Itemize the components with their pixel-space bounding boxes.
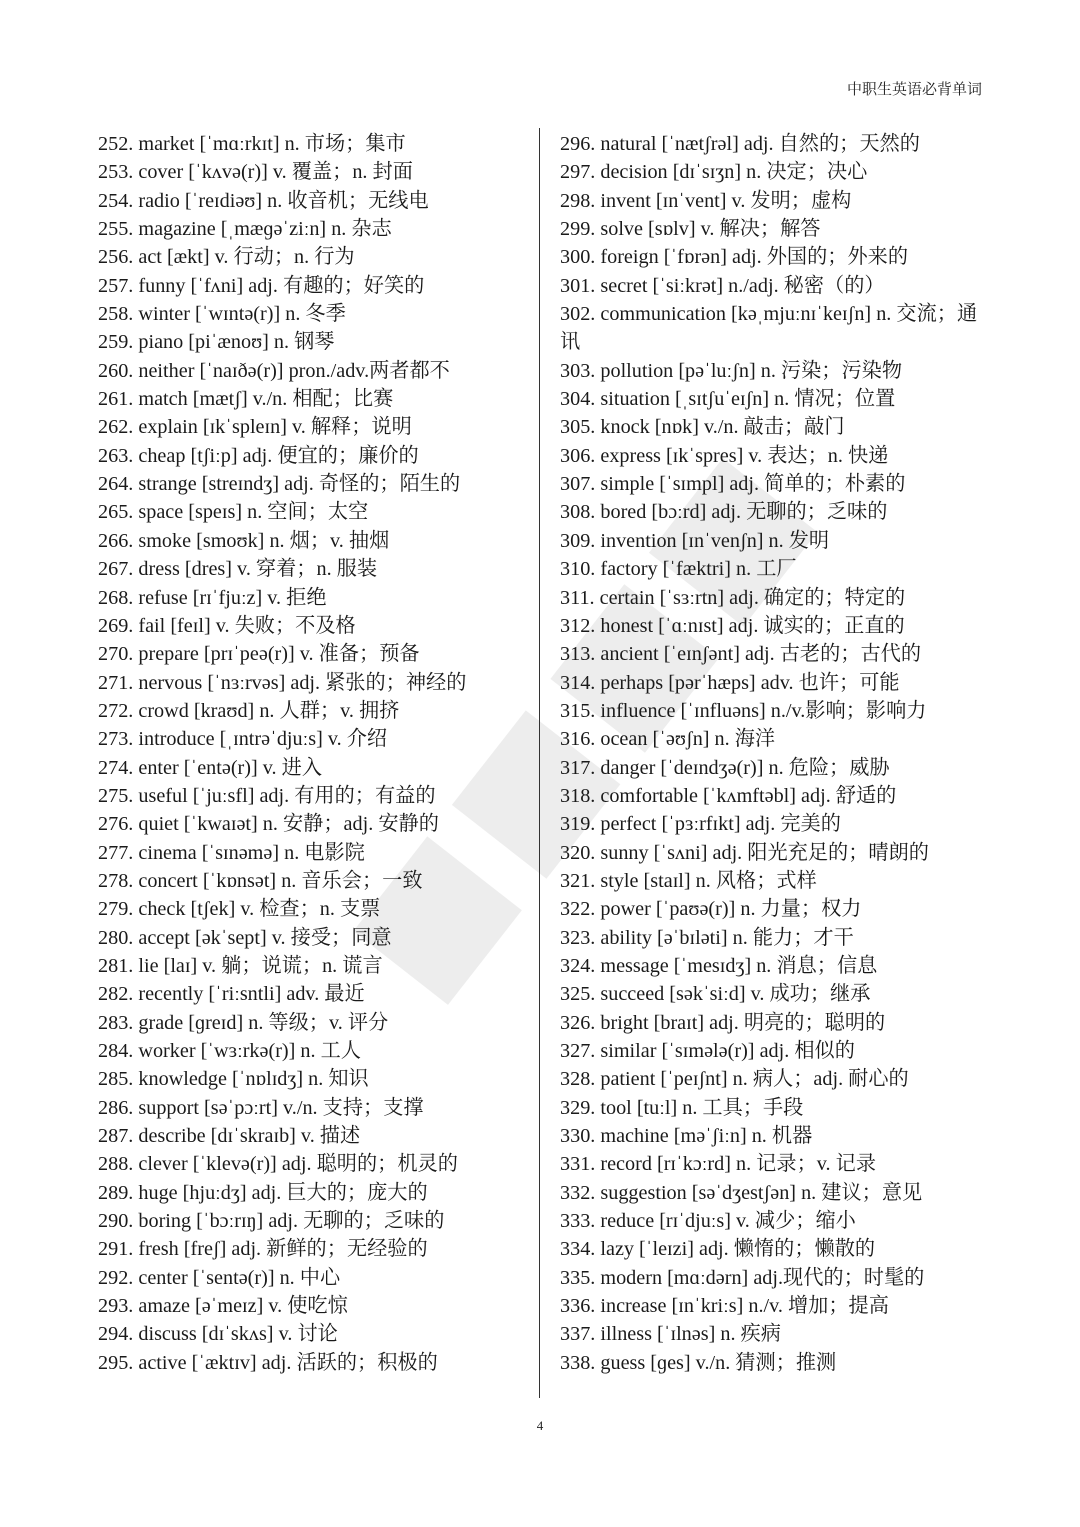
- vocab-entry: 331. record [rɪˈkɔːrd] n. 记录；v. 记录: [560, 1153, 877, 1176]
- vocab-entry: 315. influence [ˈɪnfluəns] n./v.影响；影响力: [560, 699, 927, 722]
- vocab-entry: 307. simple [ˈsɪmpl] adj. 简单的；朴素的: [560, 473, 906, 496]
- vocab-entry: 312. honest [ˈɑːnɪst] adj. 诚实的；正直的: [560, 614, 905, 637]
- vocab-entry: 265. space [speɪs] n. 空间；太空: [98, 501, 369, 524]
- vocab-entry: 336. increase [ɪnˈkriːs] n./v. 增加；提高: [560, 1295, 889, 1318]
- vocab-entry: 260. neither [ˈnaɪðə(r)] pron./adv.两者都不: [98, 359, 450, 382]
- vocab-entry: 329. tool [tuːl] n. 工具；手段: [560, 1096, 804, 1119]
- vocab-entry: 295. active [ˈæktɪv] adj. 活跃的；积极的: [98, 1351, 438, 1374]
- vocab-entry: 272. crowd [kraʊd] n. 人群；v. 拥挤: [98, 699, 400, 722]
- vocab-entry: 277. cinema [ˈsɪnəmə] n. 电影院: [98, 841, 365, 864]
- vocab-entry: 273. introduce [ˌɪntrəˈdjuːs] v. 介绍: [98, 728, 388, 751]
- page-number: 4: [536, 1418, 544, 1433]
- vocab-entry: 305. knock [nɒk] v./n. 敲击；敲门: [560, 416, 845, 439]
- vocab-entry: 287. describe [dɪˈskraɪb] v. 描述: [98, 1125, 361, 1148]
- vocab-entry: 299. solve [sɒlv] v. 解决；解答: [560, 218, 821, 241]
- vocab-entry: 321. style [staɪl] n. 风格；式样: [560, 869, 817, 892]
- vocab-entry: 290. boring [ˈbɔːrɪŋ] adj. 无聊的；乏味的: [98, 1210, 445, 1233]
- vocab-entry: 276. quiet [ˈkwaɪət] n. 安静；adj. 安静的: [98, 813, 439, 836]
- vocab-entry: 320. sunny [ˈsʌni] adj. 阳光充足的；晴朗的: [560, 841, 929, 864]
- vocab-entry: 267. dress [dres] v. 穿着；n. 服装: [98, 558, 378, 581]
- vocab-entry: 297. decision [dɪˈsɪʒn] n. 决定；决心: [560, 161, 868, 184]
- vocab-entry: 269. fail [feɪl] v. 失败；不及格: [98, 614, 356, 637]
- vocab-entry: 288. clever [ˈklevə(r)] adj. 聪明的；机灵的: [98, 1153, 458, 1176]
- vocab-entry: 332. suggestion [səˈdʒestʃən] n. 建议；意见: [560, 1181, 923, 1204]
- vocab-entry: 310. factory [ˈfæktri] n. 工厂: [560, 558, 797, 581]
- vocab-entry: 303. pollution [pəˈluːʃn] n. 污染；污染物: [560, 359, 903, 382]
- vocab-entry: 313. ancient [ˈeɪnʃənt] adj. 古老的；古代的: [560, 643, 922, 666]
- column-divider: [539, 128, 540, 1398]
- vocab-entry: 333. reduce [rɪˈdjuːs] v. 减少；缩小: [560, 1210, 856, 1233]
- vocab-entry: 323. ability [əˈbɪləti] n. 能力；才干: [560, 926, 854, 949]
- vocab-entry: 324. message [ˈmesɪdʒ] n. 消息；信息: [560, 954, 878, 977]
- vocab-entry: 253. cover [ˈkʌvə(r)] v. 覆盖；n. 封面: [98, 161, 413, 184]
- vocab-entry: 318. comfortable [ˈkʌmftəbl] adj. 舒适的: [560, 784, 897, 807]
- vocab-entry: 286. support [səˈpɔːrt] v./n. 支持；支撑: [98, 1096, 424, 1119]
- vocab-list-right: [560, 130, 992, 1377]
- vocab-entry: 257. funny [ˈfʌni] adj. 有趣的；好笑的: [98, 274, 425, 297]
- vocab-entry: 254. radio [ˈreɪdiəʊ] n. 收音机；无线电: [98, 189, 429, 212]
- vocab-entry: 289. huge [hjuːdʒ] adj. 巨大的；庞大的: [98, 1181, 428, 1204]
- vocab-entry: 325. succeed [səkˈsiːd] v. 成功；继承: [560, 983, 871, 1006]
- vocab-entry: 274. enter [ˈentə(r)] v. 进入: [98, 756, 323, 779]
- vocab-entry: 292. center [ˈsentə(r)] n. 中心: [98, 1266, 341, 1289]
- vocab-entry: 322. power [ˈpaʊə(r)] n. 力量；权力: [560, 898, 862, 921]
- vocab-entry: 334. lazy [ˈleɪzi] adj. 懒惰的；懒散的: [560, 1238, 876, 1261]
- vocab-entry: 284. worker [ˈwɜːrkə(r)] n. 工人: [98, 1040, 361, 1062]
- vocab-entry: 271. nervous [ˈnɜːrvəs] adj. 紧张的；神经的: [98, 671, 467, 694]
- vocab-entry: 328. patient [ˈpeɪʃnt] n. 病人；adj. 耐心的: [560, 1068, 909, 1091]
- vocab-entry: 316. ocean [ˈəʊʃn] n. 海洋: [560, 728, 776, 751]
- vocab-entry: 291. fresh [freʃ] adj. 新鲜的；无经验的: [98, 1238, 428, 1261]
- vocab-list-left: [98, 130, 528, 1377]
- vocab-entry: 264. strange [streɪndʒ] adj. 奇怪的；陌生的: [98, 473, 461, 496]
- vocab-entry: 281. lie [laɪ] v. 躺；说谎；n. 谎言: [98, 954, 383, 977]
- vocab-entry: 326. bright [braɪt] adj. 明亮的；聪明的: [560, 1011, 886, 1034]
- vocab-entry: 283. grade [ɡreɪd] n. 等级；v. 评分: [98, 1011, 389, 1034]
- vocab-entry: 293. amaze [əˈmeɪz] v. 使吃惊: [98, 1295, 348, 1318]
- vocab-entry: 268. refuse [rɪˈfjuːz] v. 拒绝: [98, 586, 327, 609]
- vocab-entry: 256. act [ækt] v. 行动；n. 行为: [98, 246, 355, 269]
- vocab-entry: 259. piano [piˈænoʊ] n. 钢琴: [98, 331, 335, 354]
- vocab-entry: 278. concert [ˈkɒnsət] n. 音乐会；一致: [98, 869, 423, 892]
- vocab-entry: 294. discuss [dɪˈskʌs] v. 讨论: [98, 1323, 338, 1346]
- vocab-entry: 263. cheap [tʃiːp] adj. 便宜的；廉价的: [98, 444, 419, 467]
- vocab-entry: 296. natural [ˈnætʃrəl] adj. 自然的；天然的: [560, 133, 920, 155]
- vocab-entry: 275. useful [ˈjuːsfl] adj. 有用的；有益的: [98, 784, 436, 807]
- vocab-entry: 319. perfect [ˈpɜːrfɪkt] adj. 完美的: [560, 813, 841, 836]
- vocab-entry: 311. certain [ˈsɜːrtn] adj. 确定的；特定的: [560, 586, 906, 609]
- vocab-entry: 255. magazine [ˌmæɡəˈziːn] n. 杂志: [98, 218, 392, 241]
- vocab-entry: 300. foreign [ˈfɒrən] adj. 外国的；外来的: [560, 246, 909, 269]
- vocab-entry: 261. match [mætʃ] v./n. 相配；比赛: [98, 388, 394, 411]
- page-header-title: 中职生英语必背单词: [846, 82, 982, 98]
- vocab-entry: 335. modern [mɑːdərn] adj.现代的；时髦的: [560, 1266, 925, 1289]
- vocab-entry: 327. similar [ˈsɪmələ(r)] adj. 相似的: [560, 1040, 855, 1062]
- vocab-entry: 309. invention [ɪnˈvenʃn] n. 发明: [560, 529, 830, 552]
- vocab-entry: 280. accept [əkˈsept] v. 接受；同意: [98, 926, 392, 949]
- vocab-entry: 314. perhaps [pərˈhæps] adv. 也许；可能: [560, 671, 900, 694]
- vocab-entry: 258. winter [ˈwɪntə(r)] n. 冬季: [98, 303, 346, 326]
- vocab-entry: 338. guess [ɡes] v./n. 猜测；推测: [560, 1351, 837, 1374]
- vocab-entry: 330. machine [məˈʃiːn] n. 机器: [560, 1125, 813, 1148]
- vocab-entry: 317. danger [ˈdeɪndʒə(r)] n. 危险；威胁: [560, 756, 890, 779]
- vocab-entry: 298. invent [ɪnˈvent] v. 发明；虚构: [560, 189, 852, 212]
- vocab-entry: 301. secret [ˈsiːkrət] n./adj. 秘密（的）: [560, 274, 885, 297]
- vocab-entry: 337. illness [ˈɪlnəs] n. 疾病: [560, 1323, 781, 1346]
- vocab-entry: 266. smoke [smoʊk] n. 烟；v. 抽烟: [98, 529, 390, 552]
- vocab-entry: 308. bored [bɔːrd] adj. 无聊的；乏味的: [560, 501, 888, 524]
- vocab-entry: 262. explain [ɪkˈspleɪn] v. 解释；说明: [98, 416, 412, 439]
- vocab-entry: 279. check [tʃek] v. 检查；n. 支票: [98, 898, 381, 921]
- vocab-entry: 270. prepare [prɪˈpeə(r)] v. 准备；预备: [98, 643, 420, 666]
- vocab-entry: 282. recently [ˈriːsntli] adv. 最近: [98, 983, 365, 1006]
- vocab-entry: 304. situation [ˌsɪtʃuˈeɪʃn] n. 情况；位置: [560, 388, 896, 411]
- vocab-entry: 306. express [ɪkˈspres] v. 表达；n. 快递: [560, 444, 889, 467]
- vocab-entry: 302. communication [kəˌmjuːnɪˈkeɪʃn] n. 交流；通讯: [560, 303, 978, 354]
- vocab-entry: 252. market [ˈmɑːrkɪt] n. 市场；集市: [98, 133, 406, 155]
- vocab-entry: 285. knowledge [ˈnɒlɪdʒ] n. 知识: [98, 1068, 369, 1091]
